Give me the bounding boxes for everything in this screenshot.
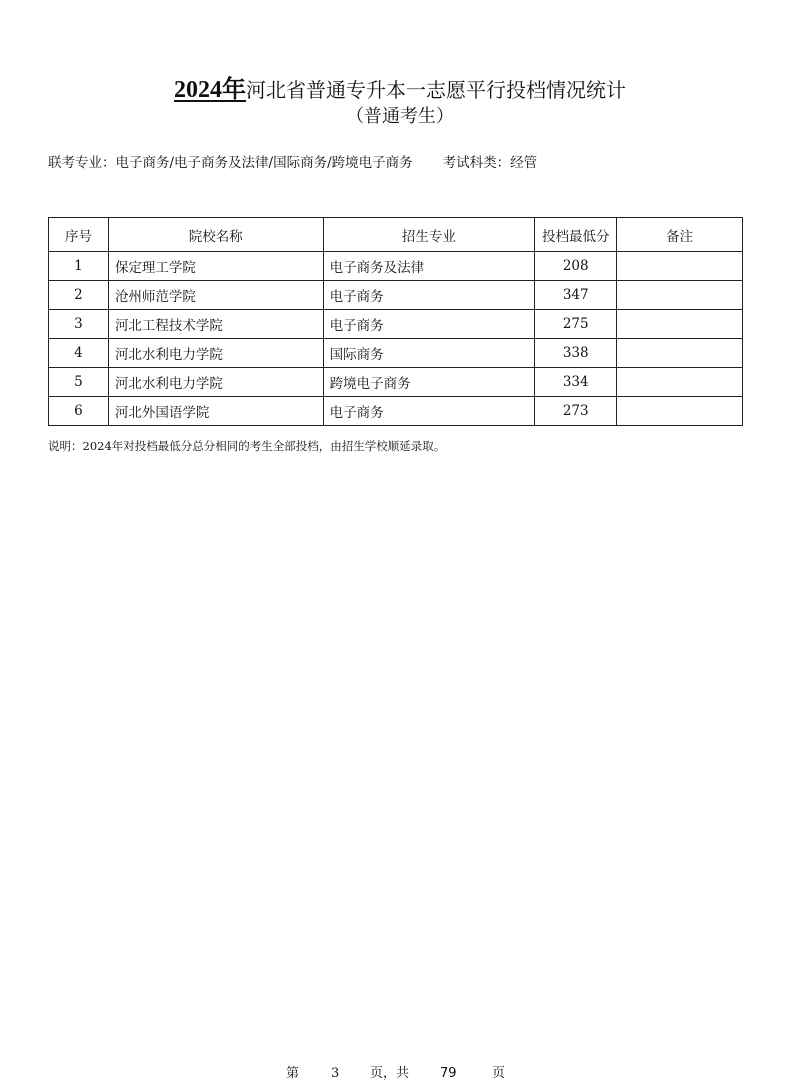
major-label: 联考专业：	[48, 155, 116, 171]
admission-table	[48, 217, 743, 426]
table-row	[49, 397, 743, 426]
row-no: 5	[49, 368, 109, 397]
row-no: 6	[49, 397, 109, 426]
row-score: 208	[535, 252, 617, 281]
row-no: 3	[49, 310, 109, 339]
footer-ye: 页	[492, 1066, 506, 1081]
table-row	[49, 339, 743, 368]
row-score: 334	[535, 368, 617, 397]
row-remark	[617, 310, 743, 339]
row-major: 跨境电子商务	[323, 368, 535, 397]
page-title	[0, 76, 800, 104]
row-score: 275	[535, 310, 617, 339]
row-remark	[617, 339, 743, 368]
table-row	[49, 368, 743, 397]
footer-page-number: 3	[331, 1066, 340, 1081]
row-school: 沧州师范学院	[108, 281, 323, 310]
footer-di: 第	[286, 1066, 300, 1081]
header-major: 招生专业	[323, 218, 535, 252]
row-major: 电子商务	[323, 310, 535, 339]
row-no: 1	[49, 252, 109, 281]
title-year: 2024年	[174, 77, 246, 103]
header-score: 投档最低分	[535, 218, 617, 252]
page-subtitle: （普通考生）	[346, 106, 454, 127]
row-major: 国际商务	[323, 339, 535, 368]
row-remark	[617, 281, 743, 310]
header-school: 院校名称	[108, 218, 323, 252]
row-school: 河北水利电力学院	[108, 339, 323, 368]
row-major: 电子商务	[323, 397, 535, 426]
table-note: 说明：2024年对投档最低分总分相同的考生全部投档，由招生学校顺延录取。	[48, 439, 446, 453]
row-school: 保定理工学院	[108, 252, 323, 281]
row-school: 河北外国语学院	[108, 397, 323, 426]
row-school: 河北水利电力学院	[108, 368, 323, 397]
table-row	[49, 310, 743, 339]
header-no: 序号	[49, 218, 109, 252]
row-remark	[617, 368, 743, 397]
major-value: 电子商务/电子商务及法律/国际商务/跨境电子商务	[115, 155, 413, 171]
row-no: 2	[49, 281, 109, 310]
row-remark	[617, 252, 743, 281]
header-remark: 备注	[617, 218, 743, 252]
subject-label: 考试科类：	[442, 155, 511, 171]
table-row	[49, 252, 743, 281]
row-score: 273	[535, 397, 617, 426]
exam-info	[48, 153, 537, 173]
row-major: 电子商务及法律	[323, 252, 535, 281]
row-remark	[617, 397, 743, 426]
footer-total-pages: 79	[440, 1066, 457, 1081]
subject-value: 经管	[510, 155, 538, 171]
title-main: 河北省普通专升本一志愿平行投档情况统计	[246, 78, 626, 102]
row-no: 4	[49, 339, 109, 368]
footer-ye-gong: 页，共	[370, 1066, 410, 1081]
row-school: 河北工程技术学院	[108, 310, 323, 339]
table-row	[49, 281, 743, 310]
row-score: 338	[535, 339, 617, 368]
table-header-row	[49, 218, 743, 252]
row-major: 电子商务	[323, 281, 535, 310]
row-score: 347	[535, 281, 617, 310]
